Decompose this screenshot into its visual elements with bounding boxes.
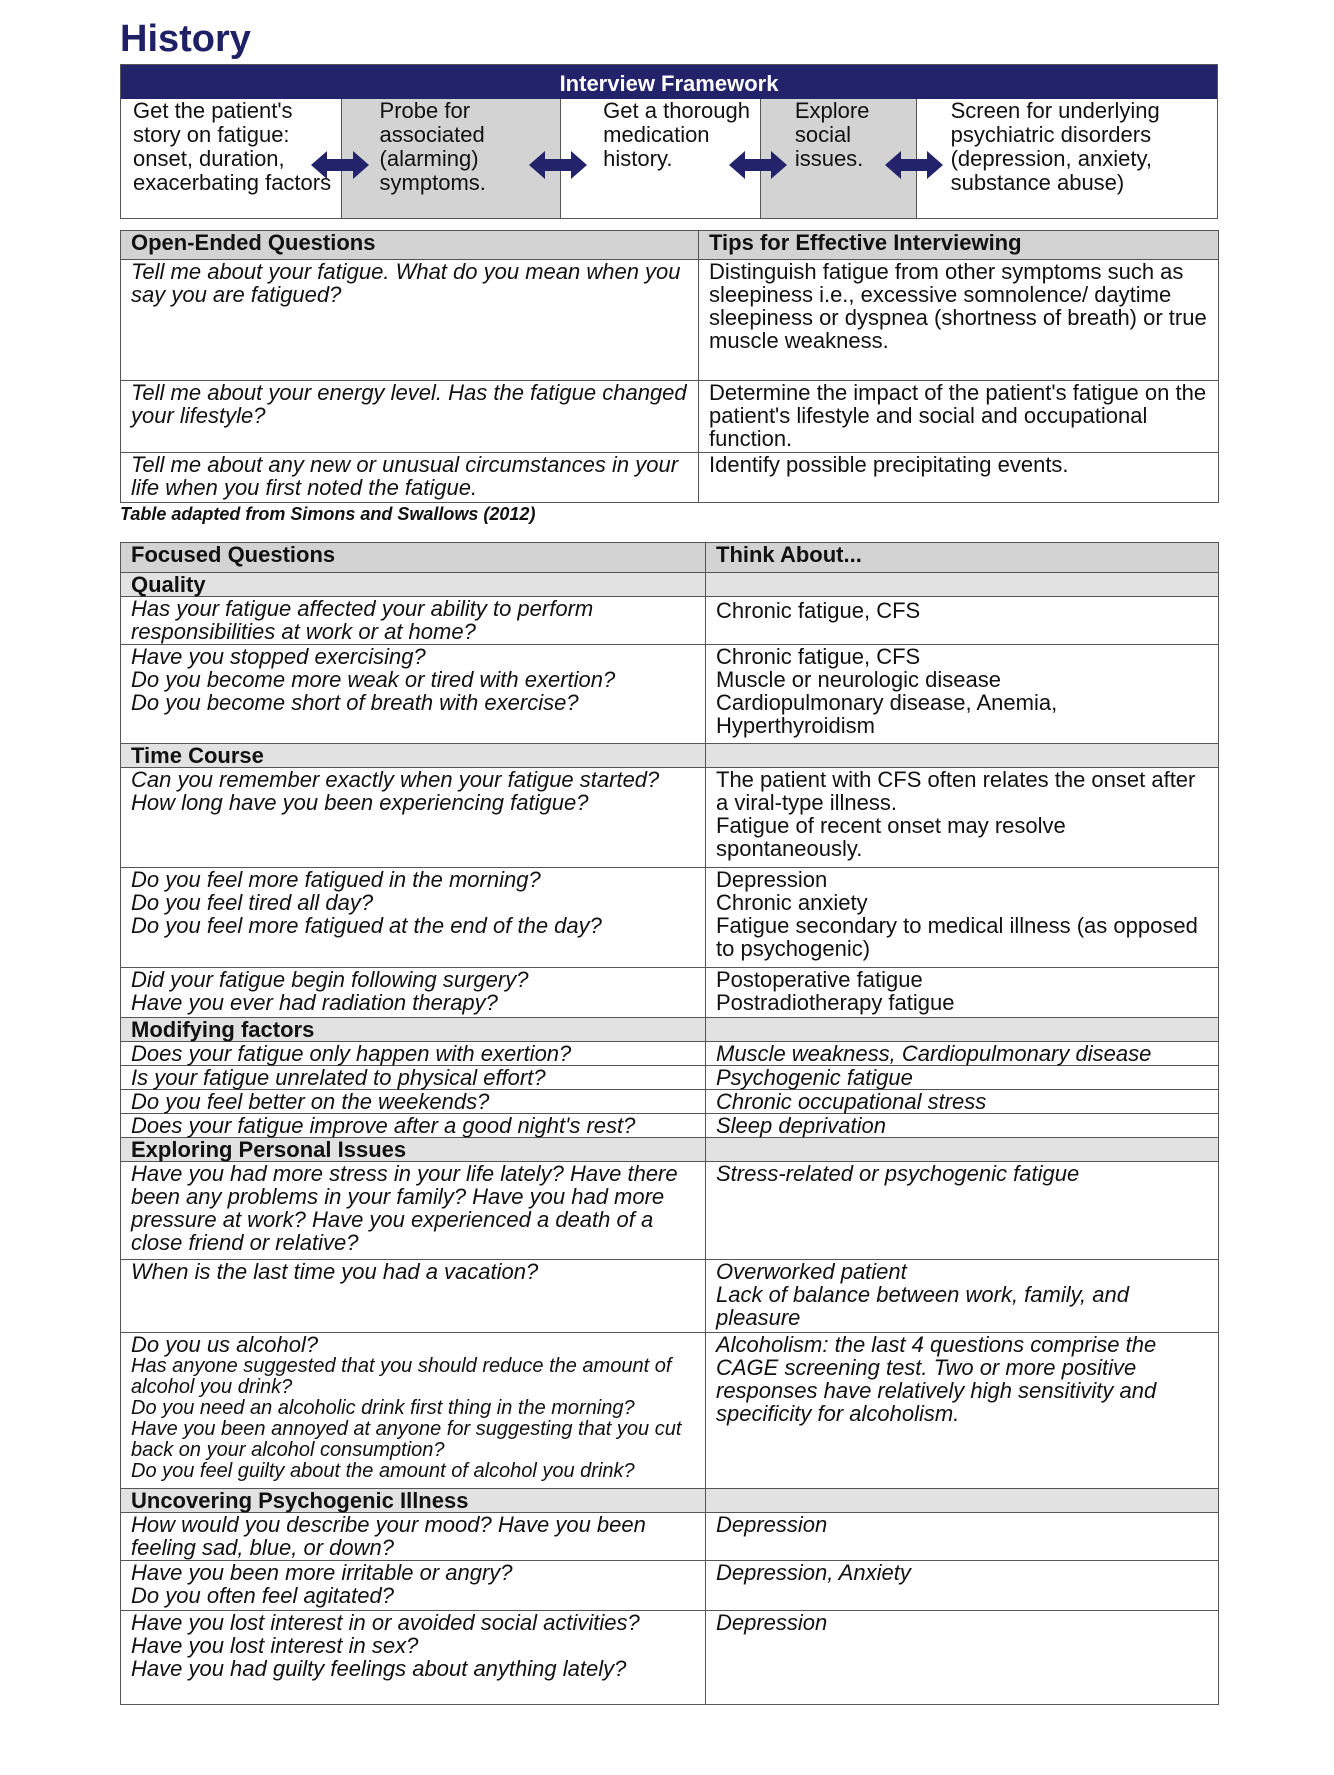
table-row-answer: Chronic occupational stress [706,1090,1219,1114]
table-row-answer: Depression, Anxiety [706,1561,1219,1611]
table-row-answer: Alcoholism: the last 4 questions comprise the CAGE screening test. Two or more positive responses have relatively high sensitivity and specificity for alcoholism. [706,1333,1219,1489]
table-row-answer: The patient with CFS often relates the onset after a viral-type illness. Fatigue of recent onset may resolve spontaneously. [706,768,1219,868]
table-row: When is the last time you had a vacation? [121,1260,706,1333]
section-time-course: Time Course [121,744,706,768]
section-personal-issues: Exploring Personal Issues [121,1138,706,1162]
focused-header: Focused Questions [121,543,706,573]
table-row-answer: Overworked patient Lack of balance between work, family, and pleasure [706,1260,1219,1333]
table-row-answer: Stress-related or psychogenic fatigue [706,1162,1219,1260]
think-about-header: Think About... [706,543,1219,573]
section-quality: Quality [121,573,706,597]
double-arrow-icon [311,149,369,181]
table-row-answer: Postoperative fatigue Postradiotherapy fatigue [706,968,1219,1018]
table-row: Has your fatigue affected your ability to perform responsibilities at work or at home? [121,597,706,645]
table-row: Have you been more irritable or angry? Do you often feel agitated? [121,1561,706,1611]
table-row: Can you remember exactly when your fatigue started? How long have you been experiencing fatigue? [121,768,706,868]
table-row-tip: Distinguish fatigue from other symptoms such as sleepiness i.e., excessive somnolence/ daytime sleepiness or dyspnea (shortness of breath) or true muscle weakness. [699,260,1219,381]
double-arrow-icon [529,149,587,181]
table-row-answer: Depression [706,1513,1219,1561]
table-row-answer: Sleep deprivation [706,1114,1219,1138]
table-row: Does your fatigue improve after a good night's rest? [121,1114,706,1138]
table-row: Tell me about your energy level. Has the fatigue changed your lifestyle? [121,381,699,453]
table-row: How would you describe your mood? Have you been feeling sad, blue, or down? [121,1513,706,1561]
table-row-answer: Psychogenic fatigue [706,1066,1219,1090]
framework-step-psychiatric: Screen for underlying psychiatric disorders (depression, anxiety, substance abuse) [950,98,1160,195]
open-ended-table [120,230,1219,503]
table-caption: Table adapted from Simons and Swallows (2012) [120,504,536,524]
framework-step-medication: Get a thorough medication history. [561,99,761,218]
framework-step-social: Explore social issues. [761,99,917,218]
table-row: Did your fatigue begin following surgery? Have you ever had radiation therapy? [121,968,706,1018]
framework-step-probe: Probe for associated (alarming) symptoms. [342,99,562,218]
table-row-answer: Chronic fatigue, CFS [706,597,1219,645]
tips-header: Tips for Effective Interviewing [699,231,1219,260]
section-psychogenic-illness: Uncovering Psychogenic Illness [121,1489,706,1513]
table-row-answer: Depression [706,1611,1219,1705]
table-row: Have you lost interest in or avoided social activities? Have you lost interest in sex? Have you had guilty feelings about anything lately? [121,1611,706,1705]
open-ended-header: Open-Ended Questions [121,231,699,260]
table-row: Does your fatigue only happen with exertion? [121,1042,706,1066]
table-row-answer: Muscle weakness, Cardiopulmonary disease [706,1042,1219,1066]
table-row: Have you stopped exercising? Do you become more weak or tired with exertion? Do you become short of breath with exercise? [121,645,706,744]
table-row: Tell me about any new or unusual circumstances in your life when you first noted the fatigue. [121,453,699,503]
framework-step-story: Get the patient's story on fatigue: onset, duration, exacerbating factors [121,99,342,218]
table-row-tip: Identify possible precipitating events. [699,453,1219,503]
page-title: History [120,18,251,60]
table-row-answer: Depression Chronic anxiety Fatigue secondary to medical illness (as opposed to psychogenic) [706,868,1219,968]
table-row: Have you had more stress in your life lately? Have there been any problems in your family? Have you had more pressure at work? Have you experienced a death of a close friend or relative? [121,1162,706,1260]
table-row: Is your fatigue unrelated to physical effort? [121,1066,706,1090]
table-row: Tell me about your fatigue. What do you mean when you say you are fatigued? [121,260,699,381]
table-row-tip: Determine the impact of the patient's fatigue on the patient's lifestyle and social and occupational function. [699,381,1219,453]
table-row-answer: Chronic fatigue, CFS Muscle or neurologic disease Cardiopulmonary disease, Anemia, Hyperthyroidism [706,645,1219,744]
focused-questions-table [120,542,1219,1705]
framework-title: Interview Framework [121,65,1217,99]
interview-framework [120,64,1218,219]
double-arrow-icon [729,149,787,181]
cage-questions: Do you us alcohol? Has anyone suggested that you should reduce the amount of alcohol you drink? Do you need an alcoholic drink first thing in the morning? Have you been annoyed at anyone for suggesting that you cut back on your alcohol consumption? Do you feel guilty about the amount of alcohol you drink? [121,1333,706,1489]
table-row: Do you feel more fatigued in the morning? Do you feel tired all day? Do you feel more fatigued at the end of the day? [121,868,706,968]
table-row: Do you feel better on the weekends? [121,1090,706,1114]
double-arrow-icon [885,149,943,181]
section-modifying-factors: Modifying factors [121,1018,706,1042]
